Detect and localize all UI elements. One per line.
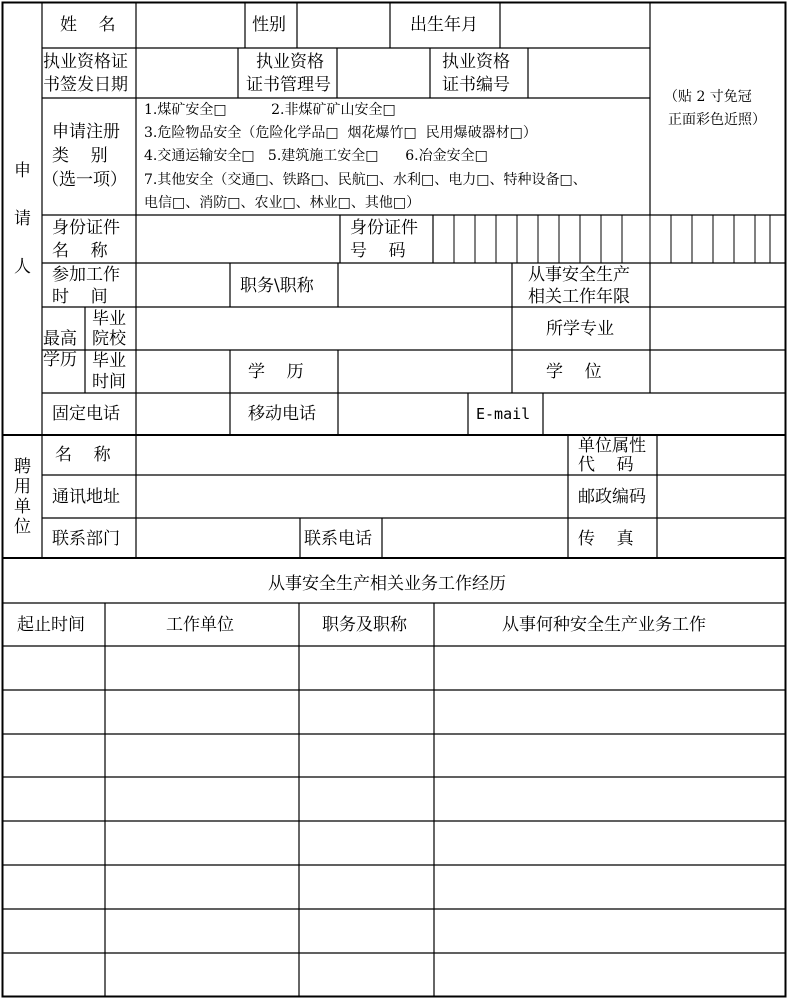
applicant-side-char-3: 人 (14, 257, 31, 277)
experience-col-employer: 工作单位 (166, 615, 234, 635)
major-label: 所学专业 (546, 319, 614, 339)
experience-col-position: 职务及职称 (322, 615, 407, 635)
employer-name-label: 名 称 (55, 445, 111, 465)
category-label-3: （选一项） (42, 170, 127, 190)
id-type-label-1: 身份证件 (52, 218, 120, 238)
photo-note-line-1: （贴 2 寸免冠 (664, 89, 752, 105)
id-type-label-2: 名 称 (52, 241, 108, 261)
phone-label: 固定电话 (52, 404, 120, 424)
category-option-line-3: 4.交通运输安全□ 5.建筑施工安全□ 6.冶金安全□ (144, 148, 488, 164)
safety-years-label-1: 从事安全生产 (528, 265, 630, 285)
id-no-label-2: 号 码 (350, 241, 406, 261)
grad-time-label-2: 时间 (92, 372, 126, 392)
experience-title: 从事安全生产相关业务工作经历 (268, 574, 506, 594)
employer-side-char-2: 用 (14, 477, 31, 497)
edu-level-label: 学 历 (248, 362, 304, 382)
postcode-label: 邮政编码 (578, 487, 646, 507)
title-label: 职务\职称 (240, 276, 314, 296)
address-label: 通讯地址 (52, 487, 120, 507)
cert-mgmt-no-label-2: 证书管理号 (246, 75, 331, 95)
category-option-line-4: 7.其他安全（交通□、铁路□、民航□、水利□、电力□、特种设备□、 (144, 172, 587, 188)
safety-years-label-2: 相关工作年限 (528, 287, 630, 307)
school-label-1: 毕业 (92, 309, 126, 329)
unit-code-label-2: 代 码 (578, 455, 634, 475)
employer-side-char-1: 聘 (14, 457, 31, 477)
experience-col-business: 从事何种安全生产业务工作 (502, 615, 706, 635)
work-start-label-2: 时 间 (52, 287, 108, 307)
cert-issue-date-label-1: 执业资格证 (43, 52, 128, 72)
employer-side-char-3: 单 (14, 497, 31, 517)
gender-label: 性别 (252, 15, 286, 35)
cert-mgmt-no-label-1: 执业资格 (256, 52, 324, 72)
category-label-2: 类 别 (52, 146, 108, 166)
grad-time-label-1: 毕业 (92, 351, 126, 371)
unit-code-label-1: 单位属性 (578, 436, 646, 456)
applicant-side-char-2: 请 (14, 209, 31, 229)
category-option-line-2: 3.危险物品安全（危险化学品□ 烟花爆竹□ 民用爆破器材□） (144, 125, 537, 141)
work-start-label-1: 参加工作 (52, 265, 120, 285)
photo-note-line-2: 正面彩色近照） (668, 112, 766, 128)
contact-phone-label: 联系电话 (304, 529, 372, 549)
cert-issue-date-label-2: 书签发日期 (43, 75, 128, 95)
cert-no-label-2: 证书编号 (442, 75, 510, 95)
dept-label: 联系部门 (52, 529, 120, 549)
mobile-label: 移动电话 (248, 404, 316, 424)
edu-label-2: 学历 (43, 350, 77, 370)
category-option-line-1: 1.煤矿安全□ 2.非煤矿矿山安全□ (144, 102, 396, 118)
experience-col-period: 起止时间 (17, 615, 85, 635)
school-label-2: 院校 (92, 329, 126, 349)
applicant-side-char-1: 申 (14, 161, 31, 181)
name-label: 姓 名 (60, 15, 116, 35)
email-label: E-mail (476, 405, 531, 423)
birth-label: 出生年月 (410, 15, 478, 35)
degree-label: 学 位 (546, 362, 602, 382)
cert-no-label-1: 执业资格 (442, 52, 510, 72)
employer-side-char-4: 位 (14, 517, 31, 537)
edu-label-1: 最高 (43, 329, 77, 349)
fax-label: 传 真 (578, 529, 634, 549)
category-label-1: 申请注册 (52, 122, 120, 142)
id-no-label-1: 身份证件 (350, 218, 418, 238)
category-option-line-5: 电信□、消防□、农业□、林业□、其他□） (144, 195, 421, 211)
